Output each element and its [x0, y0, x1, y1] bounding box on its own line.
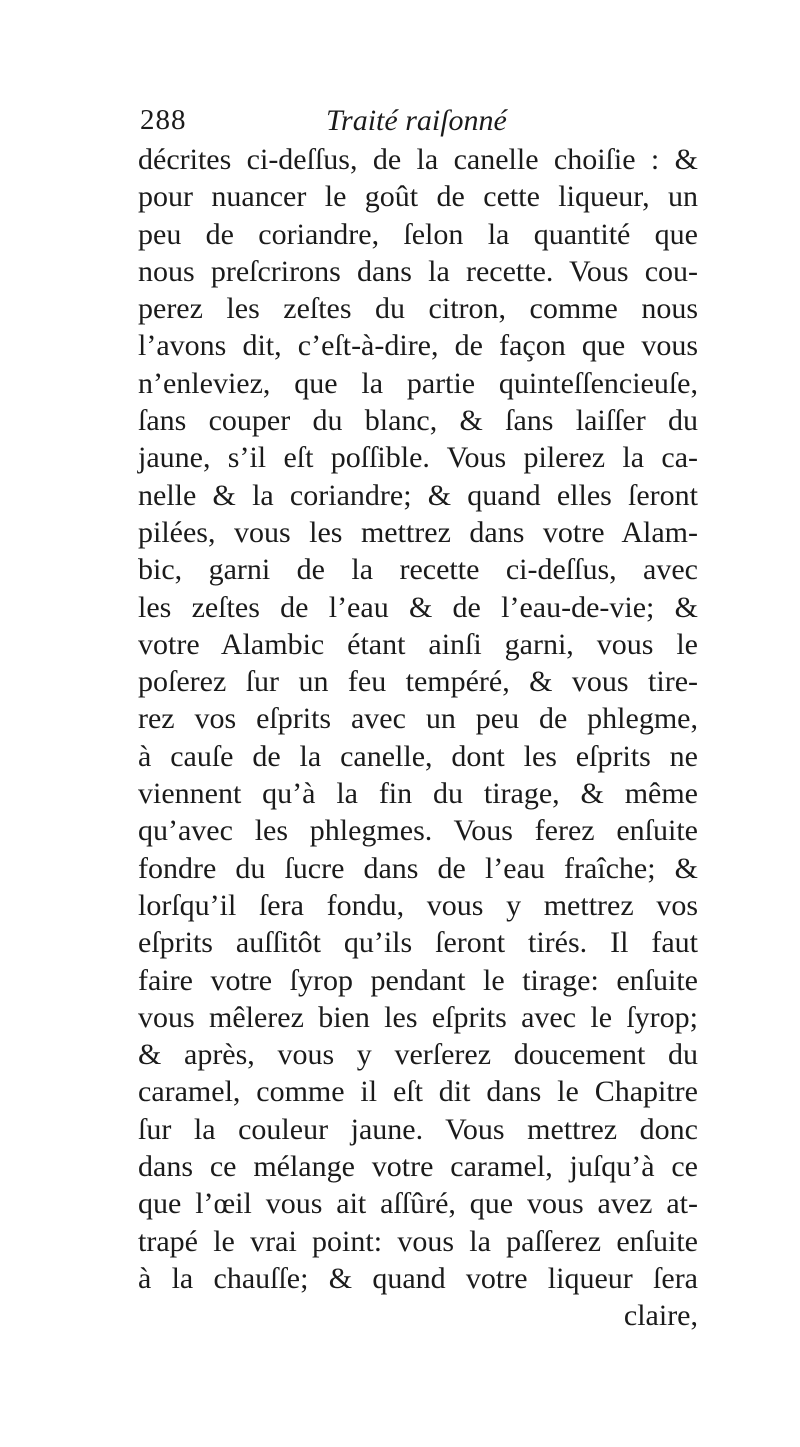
body-text: [138, 141, 698, 1335]
text-line: eſprits auſſitôt qu’ils ſeront tirés. Il faut: [138, 926, 698, 960]
text-line: vous mêlerez bien les eſprits avec le ſyrop;: [138, 1000, 698, 1034]
text-line: décrites ci-deſſus, de la canelle choiſie : &: [138, 143, 698, 176]
text-line: votre Alambic étant ainſi garni, vous le: [138, 627, 698, 661]
catchword: claire,: [623, 1299, 698, 1333]
text-line: à cauſe de la canelle, dont les eſprits ne: [138, 739, 698, 773]
text-line: rez vos eſprits avec un peu de phlegme,: [138, 702, 698, 736]
text-line: perez les zeſtes du citron, comme nous: [138, 292, 698, 326]
text-line: bic, garni de la recette ci-deſſus, avec: [138, 553, 698, 587]
running-title: Traité raiſonné: [326, 104, 507, 137]
text-line: trapé le vrai point: vous la paſſerez enſuite: [138, 1224, 698, 1258]
text-line: ſur la couleur jaune. Vous mettrez donc: [138, 1112, 698, 1146]
text-line: l’avons dit, c’eſt-à-dire, de façon que vous: [138, 329, 698, 363]
text-line: nelle & la coriandre; & quand elles ſeront: [138, 478, 698, 512]
text-line: dans ce mélange votre caramel, juſqu’à ce: [138, 1150, 698, 1184]
page-number: 288: [140, 104, 187, 136]
text-line: n’enleviez, que la partie quinteſſencieuſe,: [138, 366, 698, 400]
text-line: caramel, comme il eſt dit dans le Chapitre: [138, 1075, 698, 1109]
text-line: fondre du ſucre dans de l’eau fraîche; &: [138, 851, 698, 885]
text-line: à la chauſſe; & quand votre liqueur ſera: [138, 1261, 698, 1295]
text-line: peu de coriandre, ſelon la quantité que: [138, 217, 698, 251]
text-line: poſerez ſur un feu tempéré, & vous tire-: [138, 665, 698, 699]
text-line: que l’œil vous ait aſſûré, que vous avez at-: [138, 1187, 698, 1221]
text-line: lorſqu’il ſera fondu, vous y mettrez vos: [138, 888, 698, 922]
text-line: qu’avec les phlegmes. Vous ferez enſuite: [138, 814, 698, 848]
text-line: ſans couper du blanc, & ſans laiſſer du: [138, 404, 698, 438]
text-line: nous preſcrirons dans la recette. Vous cou-: [138, 254, 698, 288]
text-line: les zeſtes de l’eau & de l’eau-de-vie; &: [138, 590, 698, 624]
text-line: jaune, s’il eſt poſſible. Vous pilerez la ca-: [138, 441, 698, 475]
text-line: faire votre ſyrop pendant le tirage: enſuite: [138, 963, 698, 997]
text-line: & après, vous y verſerez doucement du: [138, 1038, 698, 1072]
text-line: viennent qu’à la fin du tirage, & même: [138, 777, 698, 811]
text-line: pour nuancer le goût de cette liqueur, un: [138, 180, 698, 214]
text-line: pilées, vous les mettrez dans votre Alam-: [138, 515, 698, 549]
